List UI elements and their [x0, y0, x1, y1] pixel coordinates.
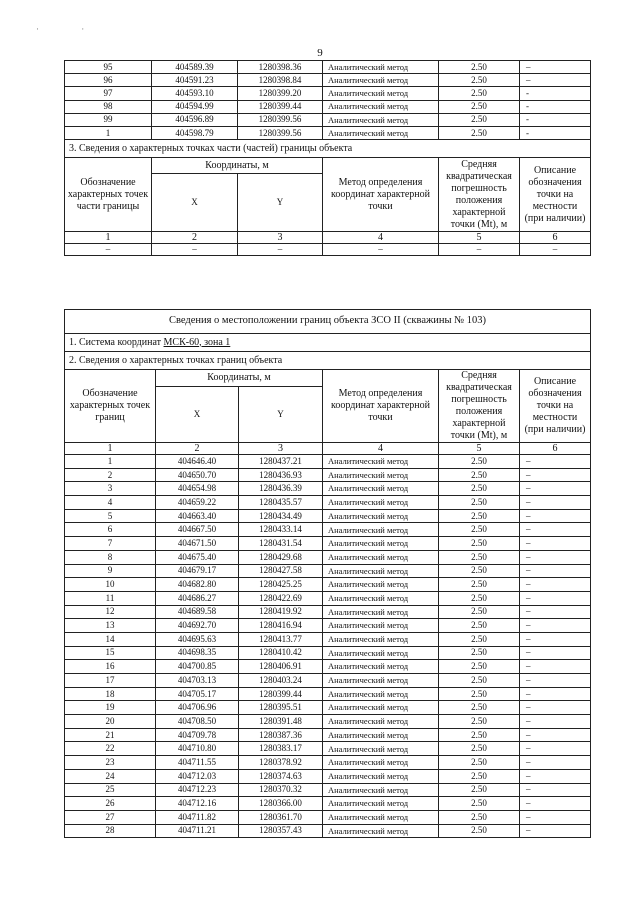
cell-accuracy: 2.50 — [439, 523, 520, 537]
cell-x: 404700.85 — [156, 660, 239, 674]
s3-empty-cell: – — [152, 244, 238, 256]
cell-id: 1 — [65, 455, 156, 469]
cell-desc: – — [520, 509, 591, 523]
coord-system-label: 1. Система координат — [69, 336, 162, 348]
cell-x: 404686.27 — [156, 591, 239, 605]
cell-accuracy: 2.50 — [439, 715, 520, 729]
cell-accuracy: 2.50 — [439, 496, 520, 510]
scan-specks: · · — [36, 24, 105, 34]
table-row — [65, 728, 591, 742]
cell-desc: - — [520, 113, 591, 126]
cell-accuracy: 2.50 — [439, 810, 520, 824]
cell-desc: – — [520, 632, 591, 646]
table-row — [65, 646, 591, 660]
cell-id: 20 — [65, 715, 156, 729]
cell-id: 28 — [65, 824, 156, 838]
cell-id: 8 — [65, 550, 156, 564]
cell-method: Аналитический метод — [323, 126, 439, 139]
table-row — [65, 674, 591, 688]
cell-x: 404695.63 — [156, 632, 239, 646]
s3-colnum: 2 — [152, 232, 238, 244]
column-numbers — [65, 443, 591, 455]
colnum: 6 — [520, 443, 591, 455]
cell-id: 9 — [65, 564, 156, 578]
cell-y: 1280431.54 — [239, 537, 323, 551]
cell-id: 12 — [65, 605, 156, 619]
s3-colnum: 5 — [439, 232, 520, 244]
cell-x: 404596.89 — [152, 113, 238, 126]
cell-y: 1280419.92 — [239, 605, 323, 619]
cell-accuracy: 2.50 — [439, 550, 520, 564]
cell-method: Аналитический метод — [323, 455, 439, 469]
cell-y: 1280433.14 — [239, 523, 323, 537]
cell-y: 1280399.56 — [238, 113, 323, 126]
cell-desc: – — [520, 61, 591, 74]
object-boundary-table — [64, 309, 591, 838]
cell-y: 1280366.00 — [239, 797, 323, 811]
cell-id: 27 — [65, 810, 156, 824]
s3-header-description: Описание обозначения точки на местности (при наличии) — [520, 158, 591, 232]
cell-accuracy: 2.50 — [439, 468, 520, 482]
table-row — [65, 74, 591, 87]
cell-y: 1280391.48 — [239, 715, 323, 729]
table-row — [65, 550, 591, 564]
coord-system — [65, 334, 591, 352]
table-row — [65, 468, 591, 482]
cell-y: 1280436.39 — [239, 482, 323, 496]
cell-x: 404710.80 — [156, 742, 239, 756]
cell-x: 404659.22 — [156, 496, 239, 510]
cell-y: 1280361.70 — [239, 810, 323, 824]
table-row — [65, 715, 591, 729]
cell-desc: – — [520, 646, 591, 660]
cell-method: Аналитический метод — [323, 687, 439, 701]
cell-y: 1280374.63 — [239, 769, 323, 783]
cell-x: 404682.80 — [156, 578, 239, 592]
cell-x: 404679.17 — [156, 564, 239, 578]
cell-method: Аналитический метод — [323, 728, 439, 742]
s3-empty-cell: – — [65, 244, 152, 256]
continuation-table — [64, 60, 591, 256]
header-method: Метод определения координат характерной точки — [323, 370, 439, 443]
cell-x: 404654.98 — [156, 482, 239, 496]
cell-desc: – — [520, 742, 591, 756]
cell-accuracy: 2.50 — [439, 756, 520, 770]
cell-accuracy: 2.50 — [439, 797, 520, 811]
cell-x: 404698.35 — [156, 646, 239, 660]
cell-id: 26 — [65, 797, 156, 811]
table-row — [65, 797, 591, 811]
s3-header-y: Y — [238, 174, 323, 232]
table-row — [65, 496, 591, 510]
cell-id: 21 — [65, 728, 156, 742]
cell-desc: – — [520, 496, 591, 510]
cell-accuracy: 2.50 — [439, 783, 520, 797]
cell-method: Аналитический метод — [323, 550, 439, 564]
s3-header-designation: Обозначение характерных точек части границы — [65, 158, 152, 232]
cell-desc: – — [520, 455, 591, 469]
s3-empty-cell: – — [323, 244, 439, 256]
cell-method: Аналитический метод — [323, 783, 439, 797]
cell-y: 1280357.43 — [239, 824, 323, 838]
cell-desc: - — [520, 126, 591, 139]
cell-accuracy: 2.50 — [439, 701, 520, 715]
cell-accuracy: 2.50 — [439, 742, 520, 756]
cell-y: 1280436.93 — [239, 468, 323, 482]
cell-x: 404711.82 — [156, 810, 239, 824]
cell-id: 17 — [65, 674, 156, 688]
cell-accuracy: 2.50 — [439, 824, 520, 838]
cell-y: 1280416.94 — [239, 619, 323, 633]
cell-method: Аналитический метод — [323, 756, 439, 770]
cell-method: Аналитический метод — [323, 564, 439, 578]
cell-method: Аналитический метод — [323, 619, 439, 633]
s3-colnum: 3 — [238, 232, 323, 244]
table-row — [65, 482, 591, 496]
cell-y: 1280425.25 — [239, 578, 323, 592]
cell-accuracy: 2.50 — [439, 728, 520, 742]
cell-method: Аналитический метод — [323, 701, 439, 715]
cell-desc: – — [520, 550, 591, 564]
cell-desc: – — [520, 728, 591, 742]
cell-desc: – — [520, 619, 591, 633]
cell-id: 23 — [65, 756, 156, 770]
cell-x: 404705.17 — [156, 687, 239, 701]
cell-id: 4 — [65, 496, 156, 510]
cell-y: 1280399.44 — [239, 687, 323, 701]
cell-method: Аналитический метод — [323, 797, 439, 811]
table-row — [65, 591, 591, 605]
cell-x: 404650.70 — [156, 468, 239, 482]
s3-colnum: 1 — [65, 232, 152, 244]
colnum: 2 — [156, 443, 239, 455]
cell-x: 404591.23 — [152, 74, 238, 87]
cell-y: 1280429.68 — [239, 550, 323, 564]
table-row — [65, 824, 591, 838]
cell-desc: – — [520, 701, 591, 715]
cell-desc: – — [520, 769, 591, 783]
cell-y: 1280398.36 — [238, 61, 323, 74]
cell-accuracy: 2.50 — [439, 455, 520, 469]
cell-desc: - — [520, 100, 591, 113]
header-description: Описание обозначения точки на местности (при наличии) — [520, 370, 591, 443]
cell-accuracy: 2.50 — [439, 674, 520, 688]
cell-y: 1280435.57 — [239, 496, 323, 510]
cell-accuracy: 2.50 — [439, 74, 520, 87]
table-row — [65, 100, 591, 113]
cell-x: 404594.99 — [152, 100, 238, 113]
cell-method: Аналитический метод — [323, 591, 439, 605]
cell-accuracy: 2.50 — [439, 537, 520, 551]
cell-x: 404709.78 — [156, 728, 239, 742]
cell-desc: – — [520, 74, 591, 87]
cell-method: Аналитический метод — [323, 509, 439, 523]
table-row — [65, 687, 591, 701]
cell-accuracy: 2.50 — [439, 509, 520, 523]
continuation-rows — [65, 61, 591, 140]
cell-desc: – — [520, 537, 591, 551]
cell-desc: – — [520, 756, 591, 770]
cell-y: 1280413.77 — [239, 632, 323, 646]
cell-x: 404708.50 — [156, 715, 239, 729]
table-row — [65, 564, 591, 578]
cell-desc: – — [520, 605, 591, 619]
s3-header-method: Метод определения координат характерной точки — [323, 158, 439, 232]
cell-accuracy: 2.50 — [439, 769, 520, 783]
s3-empty-row — [65, 244, 591, 256]
cell-id: 7 — [65, 537, 156, 551]
cell-x: 404589.39 — [152, 61, 238, 74]
cell-x: 404675.40 — [156, 550, 239, 564]
table-row — [65, 756, 591, 770]
cell-id: 22 — [65, 742, 156, 756]
cell-accuracy: 2.50 — [439, 61, 520, 74]
header-designation: Обозначение характерных точек границ — [65, 370, 156, 443]
table-row — [65, 701, 591, 715]
cell-y: 1280383.17 — [239, 742, 323, 756]
cell-method: Аналитический метод — [323, 61, 439, 74]
cell-desc: – — [520, 578, 591, 592]
table-row — [65, 660, 591, 674]
cell-accuracy: 2.50 — [439, 113, 520, 126]
cell-y: 1280427.58 — [239, 564, 323, 578]
cell-accuracy: 2.50 — [439, 87, 520, 100]
cell-method: Аналитический метод — [323, 742, 439, 756]
cell-accuracy: 2.50 — [439, 564, 520, 578]
cell-x: 404692.70 — [156, 619, 239, 633]
cell-y: 1280399.20 — [238, 87, 323, 100]
page-number: 9 — [317, 47, 323, 59]
table-row — [65, 810, 591, 824]
object-title: Сведения о местоположении границ объекта ЗСО II (скважины № 103) — [65, 310, 591, 334]
cell-y: 1280399.56 — [238, 126, 323, 139]
cell-id: 11 — [65, 591, 156, 605]
table-row — [65, 537, 591, 551]
cell-method: Аналитический метод — [323, 674, 439, 688]
cell-method: Аналитический метод — [323, 100, 439, 113]
cell-accuracy: 2.50 — [439, 578, 520, 592]
cell-desc: – — [520, 468, 591, 482]
cell-method: Аналитический метод — [323, 646, 439, 660]
table-row — [65, 783, 591, 797]
table-row — [65, 619, 591, 633]
cell-method: Аналитический метод — [323, 769, 439, 783]
cell-id: 95 — [65, 61, 152, 74]
s3-header-coords: Координаты, м — [152, 158, 323, 174]
cell-y: 1280399.44 — [238, 100, 323, 113]
s3-column-numbers — [65, 232, 591, 244]
table-row — [65, 126, 591, 139]
cell-y: 1280437.21 — [239, 455, 323, 469]
coord-system-value: МСК-60, зона 1 — [163, 336, 231, 348]
cell-x: 404689.58 — [156, 605, 239, 619]
cell-x: 404712.23 — [156, 783, 239, 797]
cell-desc: – — [520, 824, 591, 838]
section3-title: 3. Сведения о характерных точках части (частей) границы объекта — [65, 140, 591, 158]
table-row — [65, 509, 591, 523]
cell-id: 1 — [65, 126, 152, 139]
cell-desc: – — [520, 591, 591, 605]
cell-y: 1280398.84 — [238, 74, 323, 87]
cell-id: 6 — [65, 523, 156, 537]
cell-accuracy: 2.50 — [439, 660, 520, 674]
cell-method: Аналитический метод — [323, 523, 439, 537]
cell-y: 1280403.24 — [239, 674, 323, 688]
cell-method: Аналитический метод — [323, 810, 439, 824]
cell-id: 18 — [65, 687, 156, 701]
cell-method: Аналитический метод — [323, 632, 439, 646]
cell-x: 404703.13 — [156, 674, 239, 688]
boundary-point-rows — [65, 455, 591, 838]
cell-y: 1280370.32 — [239, 783, 323, 797]
cell-x: 404593.10 — [152, 87, 238, 100]
cell-id: 15 — [65, 646, 156, 660]
cell-y: 1280410.42 — [239, 646, 323, 660]
s3-header-accuracy: Средняя квадратическая погрешность положения характерной точки (Mt), м — [439, 158, 520, 232]
cell-x: 404598.79 — [152, 126, 238, 139]
cell-x: 404712.03 — [156, 769, 239, 783]
cell-x: 404667.50 — [156, 523, 239, 537]
cell-id: 97 — [65, 87, 152, 100]
cell-x: 404706.96 — [156, 701, 239, 715]
cell-id: 3 — [65, 482, 156, 496]
colnum: 4 — [323, 443, 439, 455]
cell-method: Аналитический метод — [323, 496, 439, 510]
table-row — [65, 632, 591, 646]
cell-desc: – — [520, 660, 591, 674]
s3-header-x: X — [152, 174, 238, 232]
cell-x: 404711.55 — [156, 756, 239, 770]
section2-title: 2. Сведения о характерных точках границ объекта — [65, 352, 591, 370]
cell-desc: – — [520, 715, 591, 729]
cell-accuracy: 2.50 — [439, 687, 520, 701]
cell-y: 1280422.69 — [239, 591, 323, 605]
cell-id: 5 — [65, 509, 156, 523]
cell-desc: – — [520, 810, 591, 824]
cell-accuracy: 2.50 — [439, 632, 520, 646]
table-row — [65, 523, 591, 537]
cell-accuracy: 2.50 — [439, 126, 520, 139]
table-row — [65, 769, 591, 783]
cell-id: 14 — [65, 632, 156, 646]
colnum: 3 — [239, 443, 323, 455]
cell-accuracy: 2.50 — [439, 646, 520, 660]
table-row — [65, 578, 591, 592]
table-row — [65, 605, 591, 619]
cell-id: 24 — [65, 769, 156, 783]
cell-y: 1280395.51 — [239, 701, 323, 715]
cell-id: 10 — [65, 578, 156, 592]
cell-id: 16 — [65, 660, 156, 674]
cell-id: 19 — [65, 701, 156, 715]
cell-method: Аналитический метод — [323, 113, 439, 126]
cell-desc: – — [520, 674, 591, 688]
cell-id: 96 — [65, 74, 152, 87]
header-accuracy: Средняя квадратическая погрешность положения характерной точки (Mt), м — [439, 370, 520, 443]
cell-method: Аналитический метод — [323, 824, 439, 838]
cell-method: Аналитический метод — [323, 482, 439, 496]
cell-desc: – — [520, 783, 591, 797]
cell-id: 13 — [65, 619, 156, 633]
cell-y: 1280434.49 — [239, 509, 323, 523]
s3-colnum: 4 — [323, 232, 439, 244]
cell-desc: – — [520, 797, 591, 811]
colnum: 5 — [439, 443, 520, 455]
cell-desc: - — [520, 87, 591, 100]
cell-accuracy: 2.50 — [439, 605, 520, 619]
cell-method: Аналитический метод — [323, 660, 439, 674]
cell-method: Аналитический метод — [323, 605, 439, 619]
cell-accuracy: 2.50 — [439, 619, 520, 633]
s3-empty-cell: – — [439, 244, 520, 256]
cell-x: 404671.50 — [156, 537, 239, 551]
cell-x: 404663.40 — [156, 509, 239, 523]
s3-empty-cell: – — [520, 244, 591, 256]
cell-x: 404711.21 — [156, 824, 239, 838]
cell-method: Аналитический метод — [323, 537, 439, 551]
table-row — [65, 61, 591, 74]
table-row — [65, 455, 591, 469]
cell-x: 404712.16 — [156, 797, 239, 811]
header-x: X — [156, 387, 239, 443]
cell-id: 2 — [65, 468, 156, 482]
cell-method: Аналитический метод — [323, 74, 439, 87]
cell-id: 25 — [65, 783, 156, 797]
cell-accuracy: 2.50 — [439, 100, 520, 113]
cell-y: 1280406.91 — [239, 660, 323, 674]
cell-method: Аналитический метод — [323, 578, 439, 592]
table-row — [65, 87, 591, 100]
cell-method: Аналитический метод — [323, 468, 439, 482]
header-y: Y — [239, 387, 323, 443]
cell-desc: – — [520, 564, 591, 578]
cell-id: 98 — [65, 100, 152, 113]
cell-y: 1280387.36 — [239, 728, 323, 742]
table-row — [65, 742, 591, 756]
cell-desc: – — [520, 523, 591, 537]
colnum: 1 — [65, 443, 156, 455]
cell-method: Аналитический метод — [323, 715, 439, 729]
cell-y: 1280378.92 — [239, 756, 323, 770]
cell-desc: – — [520, 687, 591, 701]
cell-accuracy: 2.50 — [439, 482, 520, 496]
s3-empty-cell: – — [238, 244, 323, 256]
table-row — [65, 113, 591, 126]
header-coords: Координаты, м — [156, 370, 323, 387]
s3-colnum: 6 — [520, 232, 591, 244]
cell-accuracy: 2.50 — [439, 591, 520, 605]
cell-desc: – — [520, 482, 591, 496]
cell-method: Аналитический метод — [323, 87, 439, 100]
cell-x: 404646.40 — [156, 455, 239, 469]
cell-id: 99 — [65, 113, 152, 126]
